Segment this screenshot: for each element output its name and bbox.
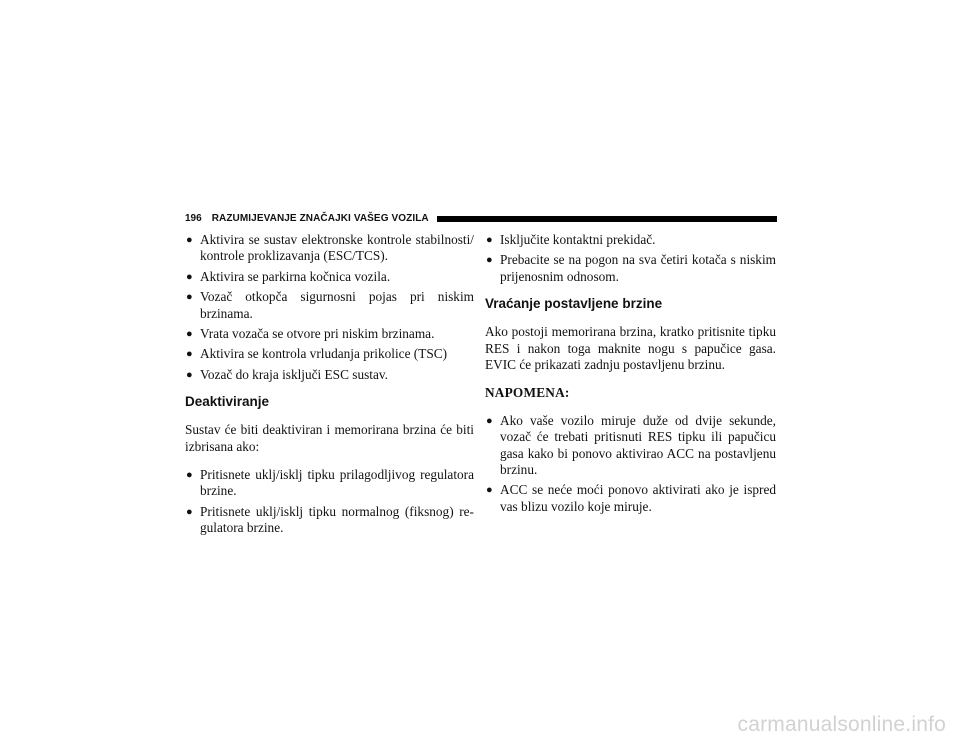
list-item: ● Isključite kontaktni prekidač. [486,232,656,247]
bullet-icon: ● [186,328,193,341]
list-item: ● Vrata vozača se otvore pri niskim brzinama. [186,326,435,342]
right-column [485,232,776,519]
bullet-icon: ● [486,234,493,246]
page-number: 196 [185,212,202,224]
resume-speed-heading: Vraćanje postavljene brzine [485,296,663,312]
bullet-icon: ● [186,270,193,283]
bullet-icon: ● [186,348,193,361]
left-column [185,232,474,541]
watermark: carmanualsonline.info [737,713,946,736]
list-item: ● Vozač otkopča sigurnosni pojas pri niskim brzinama. [186,289,474,321]
list-item: ● ACC se neće moći ponovo aktivirati ako je ispred vas blizu vozilo koje miruje. [486,482,776,514]
continued-conditions-list [485,232,776,285]
list-item: ● Pritisnete uklj/isklj tipku prilagodljivog regulatora brzine. [186,467,474,499]
bullet-icon: ● [486,484,493,497]
bullet-icon: ● [186,368,193,381]
list-item: ● Vozač do kraja isključi ESC sustav. [186,366,388,382]
bullet-icon: ● [186,291,193,304]
deactivation-list [185,467,474,537]
deactivation-heading: Deaktiviranje [185,394,270,410]
bullet-icon: ● [186,234,193,246]
bullet-icon: ● [186,469,193,482]
list-item: ● Aktivira se parkirna kočnica vozila. [186,268,391,284]
note-label: NAPOMENA: [485,385,570,401]
bullet-icon: ● [486,254,493,267]
deactivation-paragraph: Sustav će biti deaktiviran i memorirana brzina će biti izbrisana ako: [185,422,474,454]
page-header [185,211,777,225]
header-rule [437,216,777,222]
list-item: ● Prebacite se na pogon na sva četiri kotača s niskim prijenosnim odnosom. [486,252,776,284]
list-item: ● Aktivira se sustav elektronske kontrole stabilnosti/ kontrole proklizavanja (ESC/TCS). [186,232,474,264]
section-title: RAZUMIJEVANJE ZNAČAJKI VAŠEG VOZILA [211,212,429,224]
list-item: ● Aktivira se kontrola vrludanja prikolice (TSC) [186,346,448,362]
cancel-conditions-list [185,232,474,383]
list-item: ● Ako vaše vozilo miruje duže od dvije sekunde, vozač će trebati pritisnuti RES tipku ili papučicu gasa kako bi ponovo aktivirao ACC na postavljenu brzinu. [486,412,776,478]
note-list [485,413,776,515]
bullet-icon: ● [486,414,493,427]
list-item: ● Pritisnete uklj/isklj tipku normalnog (fiksnog) re- gulatora brzine. [186,503,474,536]
resume-speed-paragraph: Ako postoji memorirana brzina, kratko pritisnite tipku RES i nakon toga maknite nogu s papučice gasa. EVIC će prikazati zadnju postavljenu brzinu. [485,324,776,373]
bullet-icon: ● [186,505,193,518]
